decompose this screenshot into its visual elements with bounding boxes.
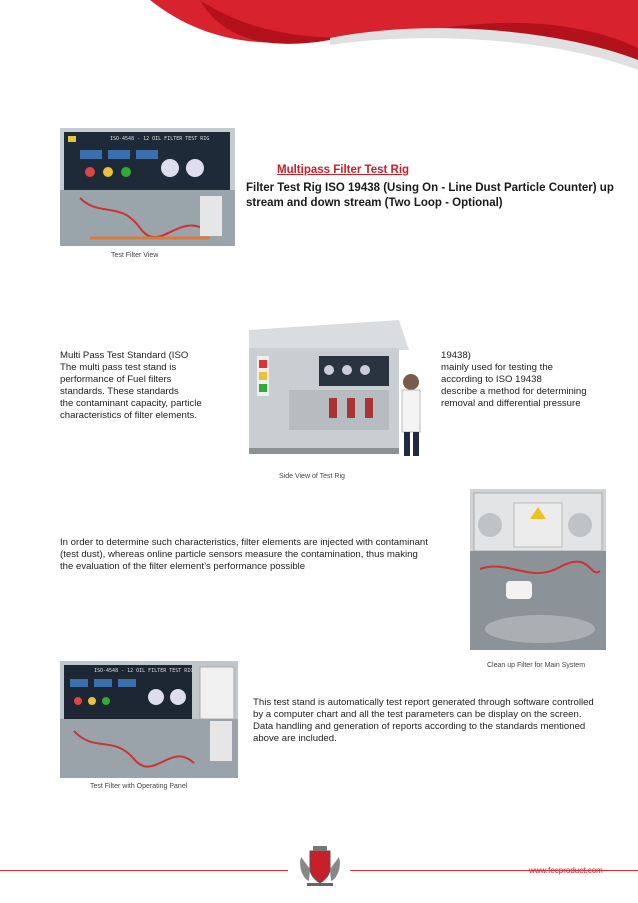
- crest-logo-icon: [295, 843, 345, 888]
- left-paragraph-line: The multi pass test stand is: [60, 362, 177, 373]
- right-paragraph: [441, 350, 626, 410]
- right-paragraph-line: mainly used for testing the: [441, 362, 553, 373]
- right-paragraph-line: 19438): [441, 350, 471, 361]
- cleanup-filter-photo: [470, 489, 606, 650]
- left-paragraph-line: Multi Pass Test Standard (ISO: [60, 350, 189, 361]
- operating-panel-illustration: [60, 661, 238, 778]
- rig-side-caption: Side View of Test Rig: [279, 473, 345, 480]
- cleanup-filter-caption: Clean up Filter for Main System: [487, 662, 586, 669]
- page-subtitle: Filter Test Rig ISO 19438 (Using On - Line Dust Particle Counter) up stream and down stream (Two Loop - Optional): [246, 182, 614, 209]
- right-paragraph-line: according to ISO 19438: [441, 374, 542, 385]
- page-title: Multipass Filter Test Rig: [277, 164, 410, 176]
- left-paragraph: [60, 350, 230, 422]
- rig-front-caption: Test Filter View: [111, 252, 159, 259]
- left-paragraph-line: the contaminant capacity, particle: [60, 398, 202, 409]
- rig-front-panel-label: ISO-4548 - 12 OIL FILTER TEST RIG: [110, 136, 210, 142]
- rig-side-photo: [229, 320, 432, 460]
- left-paragraph-line: standards. These standards: [60, 386, 179, 397]
- right-paragraph-line: describe a method for determining: [441, 386, 587, 397]
- footer-url[interactable]: www.fecproduct.com: [529, 866, 603, 875]
- right-paragraph-line: removal and differential pressure: [441, 398, 581, 409]
- rig-front-illustration: [60, 128, 235, 246]
- operating-panel-caption: Test Filter with Operating Panel: [90, 783, 188, 790]
- operating-panel-label: ISO-4548 - 12 OIL FILTER TEST RIG: [94, 668, 194, 674]
- left-paragraph-line: performance of Fuel filters: [60, 374, 172, 385]
- left-paragraph-line: characteristics of filter elements.: [60, 410, 198, 421]
- header-swoosh: [0, 0, 638, 140]
- operating-panel-photo: [60, 661, 238, 778]
- bottom-paragraph: This test stand is automatically test report generated through software controlled by a computer chart and all the test parameters can be display on the screen. Data handling and generation of reports according to the standards mentioned above are included.: [253, 697, 594, 744]
- footer-line-left: [0, 870, 288, 871]
- rig-front-photo: [60, 128, 235, 246]
- cleanup-filter-illustration: [470, 489, 606, 650]
- middle-paragraph: In order to determine such characteristics, filter elements are injected with contaminant (test dust), whereas online particle sensors measure the contamination, thus making the evaluation of the filter element’s performance possible: [60, 537, 428, 572]
- rig-side-illustration: [229, 320, 432, 460]
